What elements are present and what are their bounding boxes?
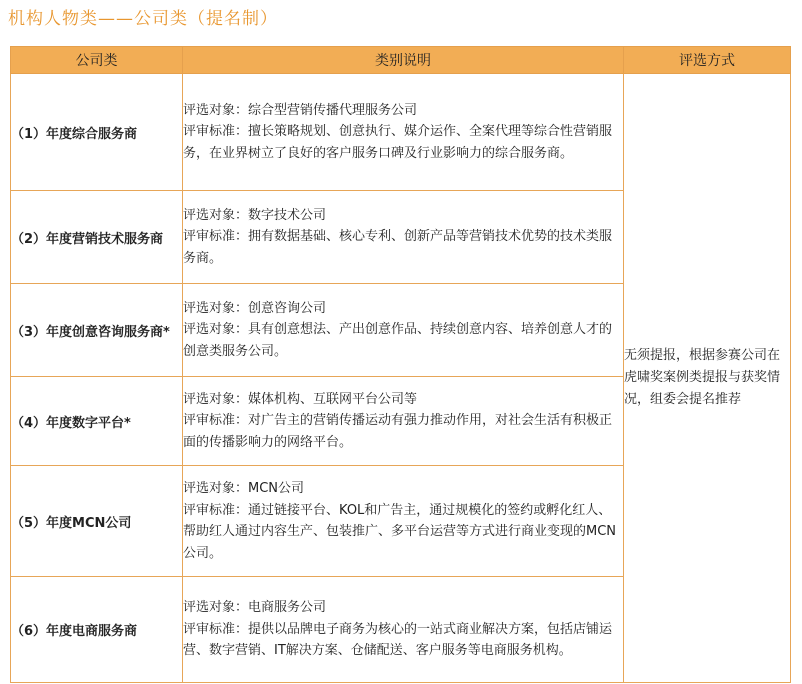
selection-criteria: 评审标准：提供以品牌电子商务为核心的一站式商业解决方案，包括店铺运营、数字营销、IT解决方案、仓储配送、客户服务等电商服务机构。: [183, 621, 613, 659]
award-category-table: [10, 46, 791, 683]
category-cell: （2）年度营销技术服务商: [11, 191, 183, 284]
header-selection-method: 评选方式: [624, 47, 791, 74]
selection-criteria: 评审标准：擅长策略规划、创意执行、媒介运作、全案代理等综合性营销服务，在业界树立了良好的客户服务口碑及行业影响力的综合服务商。: [183, 124, 613, 161]
description-cell: [183, 577, 624, 683]
category-cell: （1）年度综合服务商: [11, 74, 183, 191]
description-cell: [183, 377, 624, 466]
selection-object: 评选对象：数字技术公司: [183, 207, 327, 223]
selection-criteria: 评审标准：通过链接平台、KOL和广告主，通过规模化的签约或孵化红人、帮助红人通过内容生产、包装推广、多平台运营等方式进行商业变现的MCN公司。: [183, 502, 617, 561]
header-description: 类别说明: [183, 47, 624, 74]
category-cell: （6）年度电商服务商: [11, 577, 183, 683]
selection-object: 评选对象：MCN公司: [183, 481, 305, 496]
header-company-type: 公司类: [11, 47, 183, 74]
description-cell: [183, 74, 624, 191]
selection-object: 评选对象：综合型营销传播代理服务公司: [183, 102, 418, 118]
category-cell: （5）年度MCN公司: [11, 466, 183, 577]
selection-object: 评选对象：电商服务公司: [183, 600, 327, 616]
category-cell: （3）年度创意咨询服务商*: [11, 284, 183, 377]
selection-criteria: 评选对象：具有创意想法、产出创意作品、持续创意内容、培养创意人才的创意类服务公司。: [183, 322, 613, 359]
category-cell: （4）年度数字平台*: [11, 377, 183, 466]
selection-criteria: 评审标准：拥有数据基础、核心专利、创新产品等营销技术优势的技术类服务商。: [183, 229, 613, 266]
selection-object: 评选对象：创意咨询公司: [183, 300, 327, 316]
page-title: 机构人物类——公司类（提名制）: [8, 9, 278, 29]
selection-object: 评选对象：媒体机构、互联网平台公司等: [183, 391, 418, 407]
selection-criteria: 评审标准：对广告主的营销传播运动有强力推动作用，对社会生活有积极正面的传播影响力的网络平台。: [183, 413, 613, 450]
description-cell: [183, 191, 624, 284]
description-cell: [183, 284, 624, 377]
selection-method-cell: 无须提报，根据参赛公司在虎啸奖案例类提报与获奖情况，组委会提名推荐: [624, 74, 791, 683]
table-header-row: [11, 47, 791, 74]
description-cell: [183, 466, 624, 577]
table-row: [11, 74, 791, 191]
